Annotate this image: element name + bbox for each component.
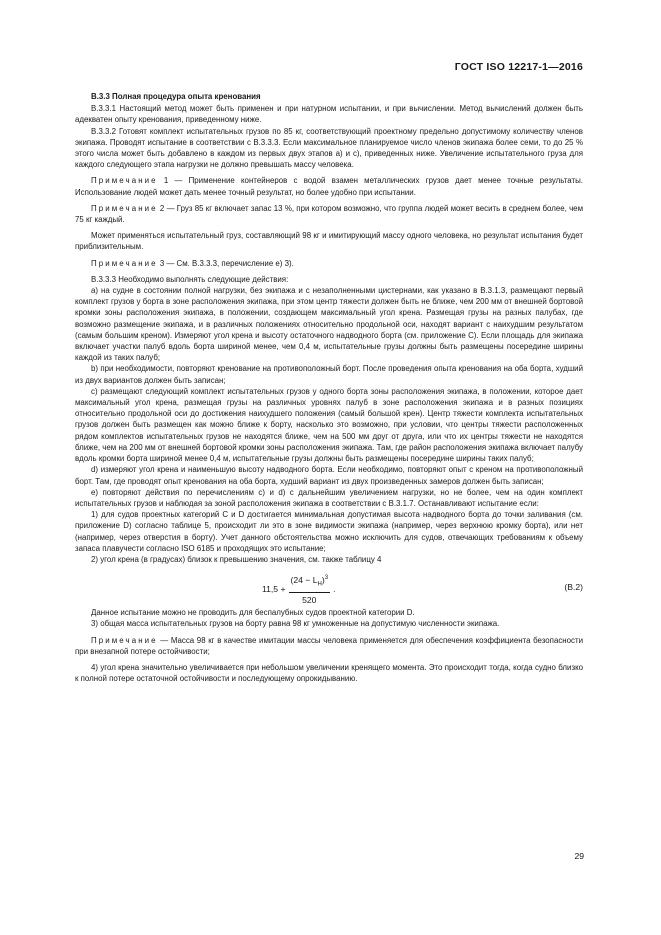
paragraph: В.3.3.1 Настоящий метод может быть применен и при натурном испытании, и при вычислении. Метод вычислений должен быть адекватен опыту кренования, приведенному ниже.	[75, 104, 583, 125]
standard-code: ГОСТ ISO 12217-1—2016	[454, 61, 583, 73]
formula-denominator: 520	[302, 594, 317, 605]
page-number: 29	[574, 851, 584, 861]
note	[75, 175, 583, 197]
formula-b2	[75, 568, 583, 604]
list-item: 2) угол крена (в градусах) близок к превышению значения, см. также таблицу 4	[91, 554, 382, 564]
list-item: d) измеряют угол крена и наименьшую высоту надводного борта. Если необходимо, повторяют опыт с креном на противоположный борт. Там, где проводят опыт кренования на оба борта, худший вариант из двух произведенных замеров должен быть записан;	[75, 465, 583, 486]
note-text: 1 — Применение контейнеров с водой взамен металлических грузов дает менее точные результаты. Использование людей может дать менее точный результат, но более удобно при испытании.	[75, 176, 583, 197]
note-text: 2 — Груз 85 кг включает запас 13 %, при котором возможно, что группа людей может весить в среднем более, чем 75 кг каждый.	[75, 203, 583, 225]
note-text: — Масса 98 кг в качестве имитации массы человека применяется для обеспечения коэффициента безопасности при внезапной потере остойчивости;	[75, 635, 583, 656]
paragraph: Может применяться испытательный груз, составляющий 98 кг и имитирующий массу одного человека, но результат испытания будет приблизительным.	[75, 231, 583, 252]
section-heading: B.3.3 Полная процедура опыта кренования	[91, 92, 261, 101]
note-label: Примечание	[91, 203, 158, 213]
list-item: е) повторяют действия по перечислениям с) и d) с дальнейшим увеличением нагрузки, но не более, чем на один комплект испытательных грузов и наблюдая за зоной расположения экипажа в соответствии с В.3.1.7. Останавливают испытание если:	[75, 487, 583, 508]
list-item: 4) угол крена значительно увеличивается при небольшом увеличении кренящего момента. Это происходит тогда, когда судно близко к полной потере остаточной остойчивости и последующему опрокидыванию.	[75, 662, 583, 684]
list-item: b) при необходимости, повторяют кренование на противоположный борт. После проведения опыта кренования на оба борта, худший из двух вариантов должен быть записан;	[75, 364, 583, 385]
note	[75, 635, 583, 657]
note-label: Примечание	[91, 258, 158, 268]
list-item: 1) для судов проектных категорий С и D достигается минимальная допустимая высота надводного борта до точки заливания (см. приложение D) согласно таблице 5, происходит ли это в зоне видимости экипажа (например, через верхнюю кромку борта), или нет (например, через отверстия в борту). Учет данного обстоятельства можно исключить для судов, отвечающих требованиям к объему запаса плавучести согласно ISO 6185 и проходящих это испытание;	[75, 510, 583, 553]
list-item: с) размещают следующий комплект испытательных грузов у одного борта зоны расположения экипажа, в положении, которое дает максимальный угол крена, размещая грузы на различных уровнях палуб в зоне расположения экипажа и в разных позициях относительно продольной оси до достижения наихудшего положения (самый большой крен). Центр тяжести комплекта испытательных грузов должен быть размещен как можно ближе к борту, насколько это возможно, при условии, что центры тяжести расположенных рядом комплектов испытательных грузов не находятся ближе, чем на 500 мм друг от друга, или что их центры тяжести не находятся ближе, чем на 200 мм от внешней бортовой кромки зоны расположения экипажа. Там, где район расположения экипажа включает палубу вдоль кромки борта шириной менее 0,4 м, испытательные грузы должны быть размещены посередине ширины таких палуб;	[75, 386, 583, 464]
note	[75, 258, 583, 269]
formula-lead: 11,5 +	[262, 583, 286, 594]
paragraph: Данное испытание можно не проводить для беспалубных судов проектной категории D.	[91, 608, 415, 618]
list-item: а) на судне в состоянии полной нагрузки, без экипажа и с незаполненными цистернами, как указано в В.3.1.3, размещают первый комплект грузов у борта в зоне расположения экипажа, при этом центр тяжести должен быть не ближе, чем 200 мм от внешней бортовой кромки зоны расположения экипажа, в положении, создающем максимальный угол крена. Размещая грузы на разных палубах, где возможно размещение экипажа, и в различных положениях относительно продольной оси, находят вариант с наихудшим результатом (самым большим креном). Измеряют угол крена и высоту остаточного надводного борта (см. приложение С). Если площадь для экипажа включает участки палуб вдоль борта шириной менее, чем 0,4 м, испытательные грузы должны быть размещены посередине ширины каждой из таких палуб;	[75, 286, 583, 363]
paragraph: В.3.3.2 Готовят комплект испытательных грузов по 85 кг, соответствующий проектному предельно допустимому количеству членов экипажа. Проводят испытание в соответствии с В.3.3.3. Если максимальное планируемое число членов экипажа более семи, то до 25 % этого числа может быть добавлено в каждом из первых двух этапов а) и с), приведенных ниже. Увеличение испытательного груза для каждого следующего этапа нагрузки не должно превышать массу человека.	[75, 126, 583, 170]
note	[75, 203, 583, 225]
list-item: 3) общая масса испытательных грузов на борту равна 98 кг умноженные на допустимую численности экипажа.	[91, 619, 500, 629]
formula-number: (B.2)	[564, 582, 583, 593]
paragraph: В.3.3.3 Необходимо выполнять следующие действия:	[91, 274, 289, 284]
formula-numerator: $(24 - L_H)^3$	[289, 573, 331, 593]
note-text: 3 — См. В.3.3.3, перечисление е) 3).	[157, 258, 294, 268]
document-body	[75, 91, 583, 684]
note-label: Примечание	[91, 635, 158, 645]
formula-expression	[262, 573, 335, 606]
note-label: Примечание	[91, 176, 158, 186]
formula-fraction	[289, 573, 331, 606]
formula-tail: .	[333, 583, 336, 594]
